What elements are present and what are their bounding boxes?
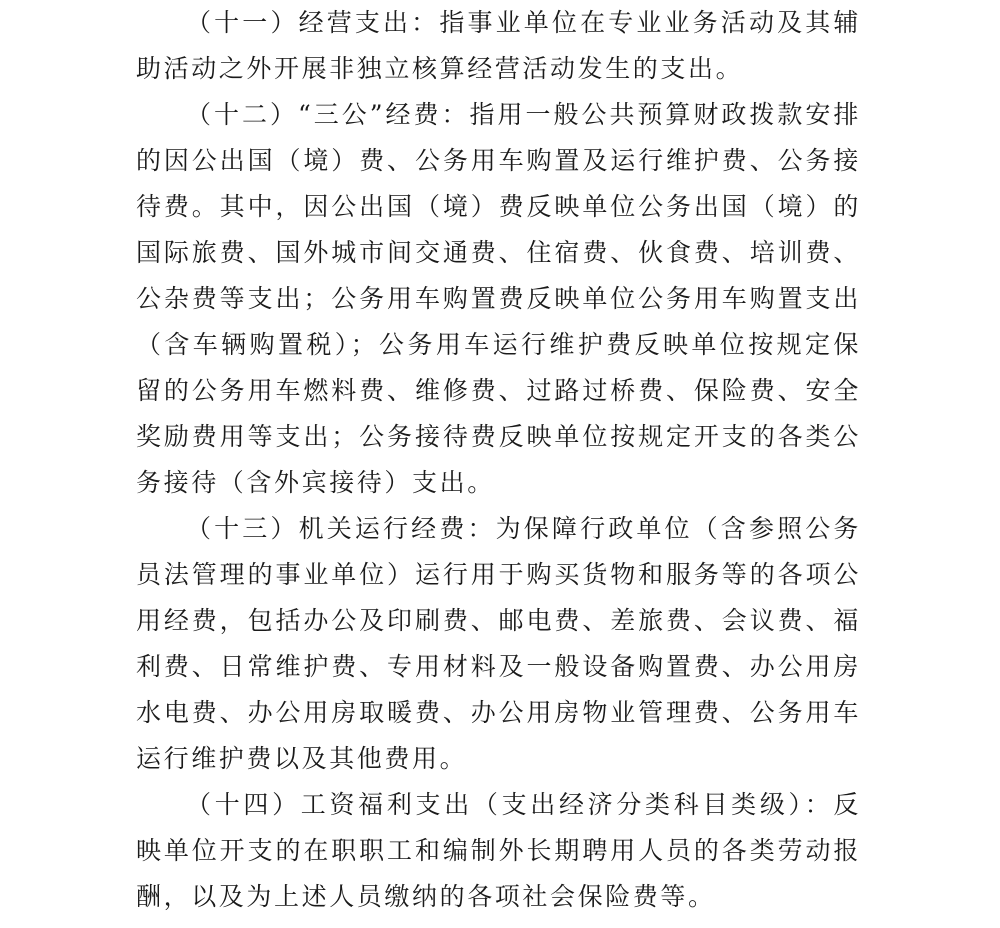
paragraph-three-public-expenses: （十二）“三公”经费：指用一般公共预算财政拨款安排的因公出国（境）费、公务用车购置及运行维护费、公务接待费。其中，因公出国（境）费反映单位公务出国（境）的国际旅费、国外城市间交通费、住宿费、伙食费、培训费、公杂费等支出；公务用车购置费反映单位公务用车购置支出（含车辆购置税）；公务用车运行维护费反映单位按规定保留的公务用车燃料费、维修费、过路过桥费、保险费、安全奖励费用等支出；公务接待费反映单位按规定开支的各类公务接待（含外宾接待）支出。	[136, 100, 861, 497]
paragraph-operating-expenditure: （十一）经营支出：指事业单位在专业业务活动及其辅助活动之外开展非独立核算经营活动发生的支出。	[136, 8, 861, 83]
paragraph-wage-welfare-expenditure: （十四）工资福利支出（支出经济分类科目类级）：反映单位开支的在职职工和编制外长期聘用人员的各类劳动报酬，以及为上述人员缴纳的各项社会保险费等。	[136, 790, 861, 911]
document-body	[136, 0, 861, 920]
paragraph-agency-operating-expenses: （十三）机关运行经费：为保障行政单位（含参照公务员法管理的事业单位）运行用于购买货物和服务等的各项公用经费，包括办公及印刷费、邮电费、差旅费、会议费、福利费、日常维护费、专用材料及一般设备购置费、办公用房水电费、办公用房取暖费、办公用房物业管理费、公务用车运行维护费以及其他费用。	[136, 514, 861, 773]
